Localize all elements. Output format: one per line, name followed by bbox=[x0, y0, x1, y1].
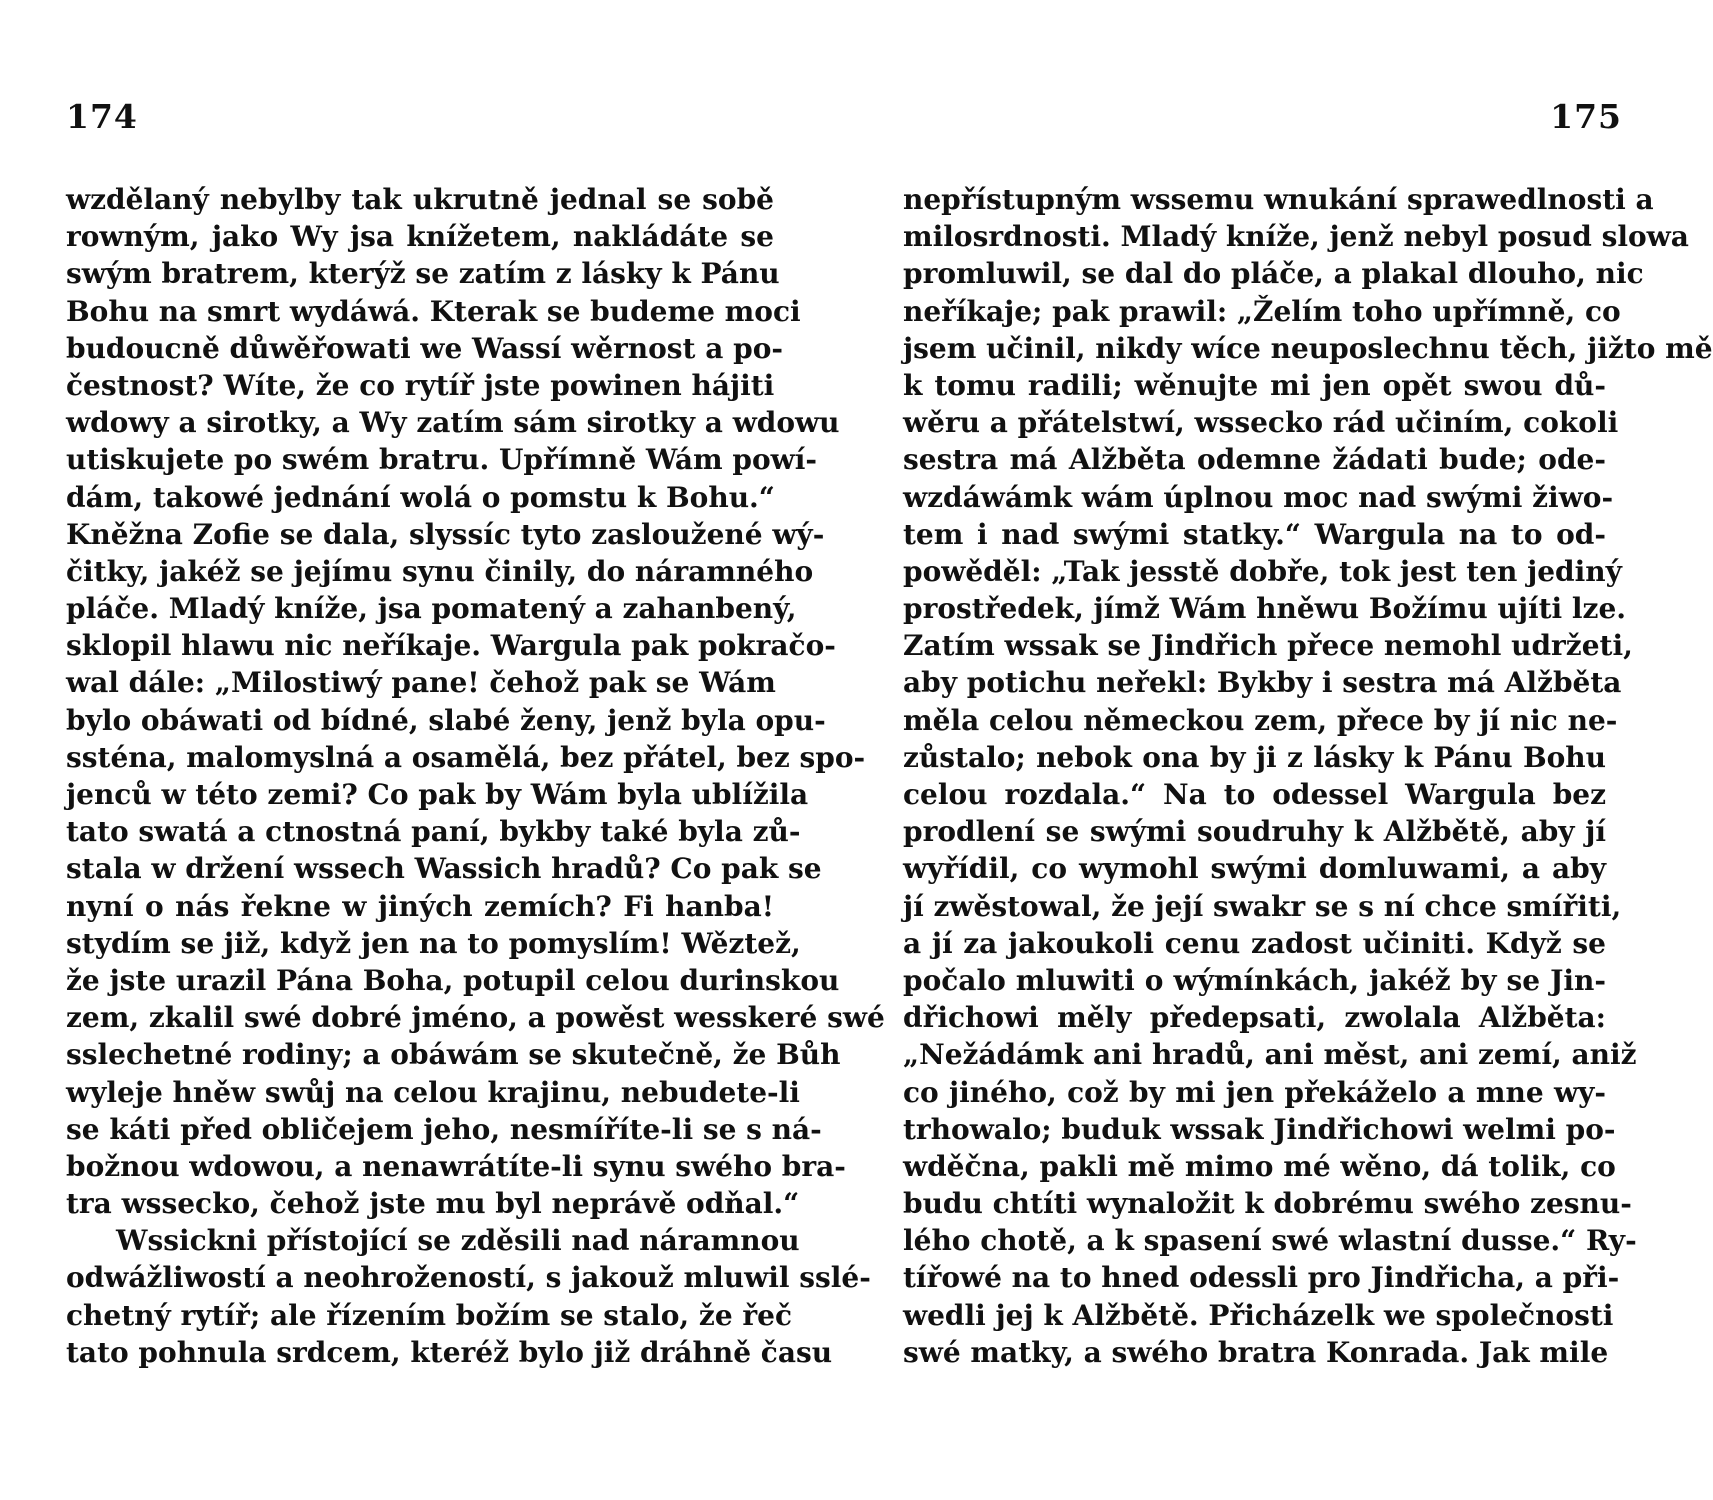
text-line: jenců w této zemi? Co pak by Wám byla ublížila bbox=[66, 778, 809, 811]
text-line: wyleje hněw swůj na celou krajinu, nebudete-li bbox=[66, 1075, 800, 1109]
text-line: wzdáwámk wám úplnou moc nad swými žiwo- bbox=[903, 480, 1614, 514]
text-line: trhowalo; buduk wssak Jindřichowi welmi po- bbox=[903, 1112, 1616, 1146]
text-line: tato swatá a ctnostná paní, bykby také byla zů- bbox=[66, 815, 801, 849]
text-line: jí zwěstowal, že její swakr se s ní chce smířiti, bbox=[903, 889, 1622, 923]
text-line: a jí za jakoukoli cenu zadost učiniti. Když se bbox=[903, 926, 1606, 960]
text-line: zůstalo; nebok ona by ji z lásky k Pánu Bohu bbox=[903, 740, 1606, 774]
text-line: wal dále: „Milostiwý pane! čehož pak se Wám bbox=[66, 666, 776, 700]
text-line: wzdělaný nebylby tak ukrutně jednal se sobě bbox=[66, 183, 774, 216]
text-line: sslechetné rodiny; a obáwám se skutečně, že Bůh bbox=[66, 1038, 841, 1072]
page-number: 175 bbox=[1550, 97, 1622, 136]
text-line: milosrdnosti. Mladý kníže, jenž nebyl posud slowa bbox=[903, 220, 1689, 254]
text-line: měla celou německou zem, přece by jí nic ne- bbox=[903, 703, 1618, 737]
text-line: Zatím wssak se Jindřich přece nemohl udržeti, bbox=[903, 629, 1633, 663]
text-line: swé matky, a swého bratra Konrada. Jak mile bbox=[903, 1335, 1609, 1369]
page-number: 174 bbox=[66, 97, 138, 136]
text-line: odwážliwostí a neohrožeností, s jakouž mluwil sslé- bbox=[66, 1261, 871, 1295]
text-line: rowným, jako Wy jsa knížetem, nakládáte se bbox=[66, 220, 774, 254]
text-line: prostředek, jímž Wám hněwu Božímu ujíti lze. bbox=[903, 592, 1627, 626]
text-line: Bohu na smrt wydáwá. Kterak se budeme moci bbox=[66, 294, 801, 328]
text-line: tířowé na to hned odessli pro Jindřicha, a při- bbox=[903, 1261, 1620, 1295]
text-line: „Nežádámk ani hradů, ani měst, ani zemí, aniž bbox=[903, 1038, 1637, 1072]
text-line: tem i nad swými statky.“ Wargula na to od- bbox=[903, 517, 1606, 551]
text-line: budoucně důwěřowati we Wassí wěrnost a po- bbox=[66, 331, 784, 365]
text-line: čestnost? Wíte, že co rytíř jste powinen hájiti bbox=[66, 368, 775, 402]
text-line: wděčna, pakli mě mimo mé wěno, dá tolik, co bbox=[903, 1149, 1616, 1183]
text-line: wedli jej k Alžbětě. Přicházelk we společnosti bbox=[903, 1298, 1614, 1332]
text-line: lého chotě, a k spasení swé wlastní dusse.“ Ry- bbox=[903, 1224, 1637, 1258]
text-line: co jiného, což by mi jen překáželo a mne wy- bbox=[903, 1075, 1606, 1109]
text-line: dřichowi měly předepsati, zwolala Alžběta: bbox=[903, 1001, 1606, 1035]
text-line: tra wssecko, čehož jste mu byl neprávě odňal.“ bbox=[66, 1187, 800, 1221]
text-line: ssténa, malomyslná a osamělá, bez přátel, bez spo- bbox=[66, 740, 866, 774]
text-line: Kněžna Zofie se dala, slyssíc tyto zasloužené wý- bbox=[66, 517, 825, 551]
text-line: stala w držení wssech Wassich hradů? Co pak se bbox=[66, 852, 822, 886]
text-line: utiskujete po swém bratru. Upřímně Wám powí- bbox=[66, 443, 818, 477]
text-line: božnou wdowou, a nenawrátíte-li synu swého bra- bbox=[66, 1149, 846, 1183]
text-line: dám, takowé jednání wolá o pomstu k Bohu.“ bbox=[66, 480, 775, 514]
right-page bbox=[836, 0, 1713, 1500]
text-line: že jste urazil Pána Boha, potupil celou durinskou bbox=[66, 963, 840, 997]
text-line: wěru a přátelstwí, wssecko rád učiním, cokoli bbox=[903, 406, 1619, 440]
text-line: se káti před obličejem jeho, nesmíříte-li se s ná- bbox=[66, 1112, 822, 1146]
text-line: zem, zkalil swé dobré jméno, a powěst wesskeré swé bbox=[66, 1001, 885, 1035]
text-line: wyřídil, co wymohl swými domluwami, a aby bbox=[903, 852, 1606, 886]
text-line: celou rozdala.“ Na to odessel Wargula bez bbox=[903, 778, 1606, 811]
text-line: wdowy a sirotky, a Wy zatím sám sirotky a wdowu bbox=[66, 406, 840, 440]
text-line: sklopil hlawu nic neříkaje. Wargula pak pokračo- bbox=[66, 629, 836, 663]
text-line: stydím se již, když jen na to pomyslím! Wěztež, bbox=[66, 926, 801, 960]
text-line: prodlení se swými soudruhy k Alžbětě, aby jí bbox=[903, 815, 1606, 849]
text-line: čitky, jakéž se jejímu synu činily, do náramného bbox=[66, 554, 814, 588]
text-line: powěděl: „Tak jesstě dobře, tok jest ten jediný bbox=[903, 554, 1622, 588]
text-line: počalo mluwiti o wýmínkách, jakéž by se Jin- bbox=[903, 963, 1606, 997]
text-line: pláče. Mladý kníže, jsa pomatený a zahanbený, bbox=[66, 592, 797, 626]
text-line: promluwil, se dal do pláče, a plakal dlouho, nic bbox=[903, 257, 1644, 291]
text-line: nepřístupným wssemu wnukání sprawedlnosti a bbox=[903, 183, 1654, 216]
text-column bbox=[66, 181, 885, 1371]
text-line: budu chtíti wynaložit k dobrému swého zesnu- bbox=[903, 1187, 1632, 1221]
text-line: k tomu radili; wěnujte mi jen opět swou dů- bbox=[903, 368, 1606, 402]
text-line: aby potichu neřekl: Bykby i sestra má Alžběta bbox=[903, 666, 1622, 700]
text-line: Wssickni přístojící se zděsili nad náramnou bbox=[116, 1224, 800, 1258]
text-line: neříkaje; pak prawil: „Želím toho upřímně, co bbox=[903, 294, 1621, 328]
text-line: swým bratrem, kterýž se zatím z lásky k Pánu bbox=[66, 257, 780, 291]
text-line: sestra má Alžběta odemne žádati bude; ode- bbox=[903, 443, 1606, 477]
text-line: tato pohnula srdcem, kteréž bylo již dráhně času bbox=[66, 1335, 833, 1369]
text-line: nyní o nás řekne w jiných zemích? Fi hanba! bbox=[66, 889, 774, 923]
text-line: jsem učinil, nikdy wíce neuposlechnu těch, jižto mě bbox=[903, 331, 1713, 365]
text-column bbox=[903, 181, 1713, 1371]
text-line: chetný rytíř; ale řízením božím se stalo, že řeč bbox=[66, 1298, 792, 1332]
text-line: bylo obáwati od bídné, slabé ženy, jenž byla opu- bbox=[66, 703, 826, 737]
